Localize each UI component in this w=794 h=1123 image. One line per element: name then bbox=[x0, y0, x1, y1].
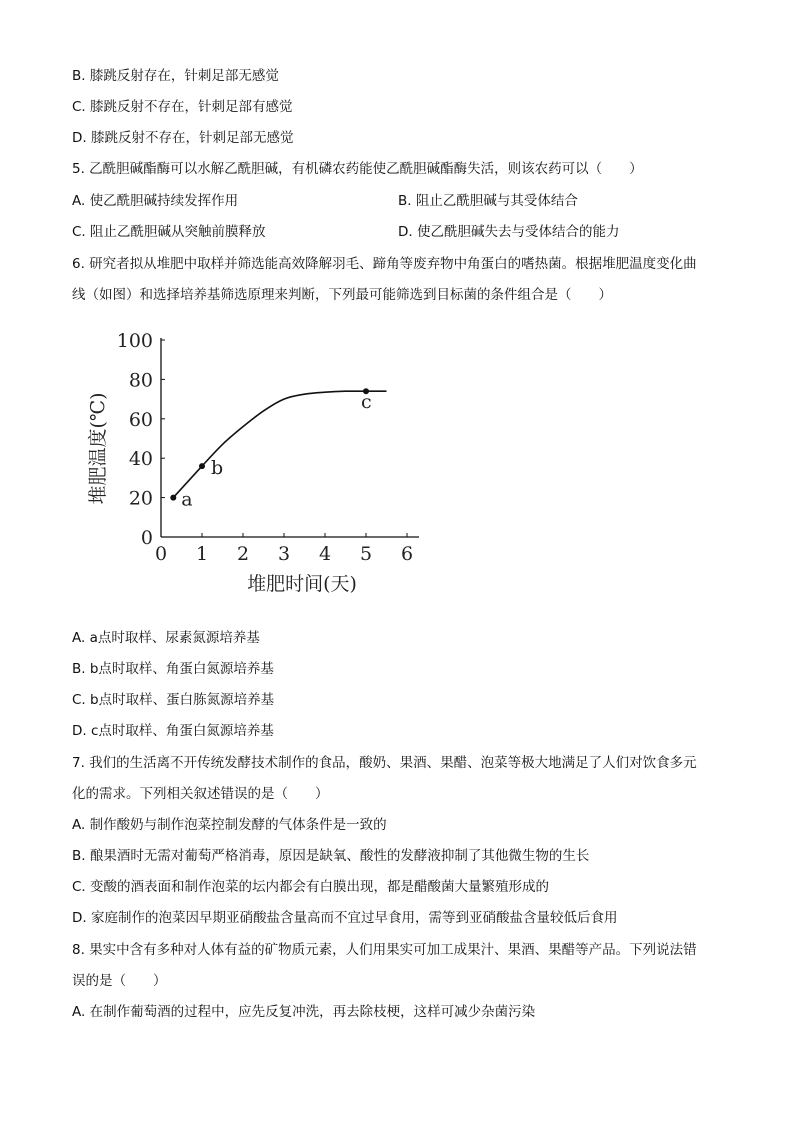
q7-option-c: C. 变酸的酒表面和制作泡菜的坛内都会有白膜出现，都是醋酸菌大量繁殖形成的 bbox=[72, 879, 550, 895]
line-q4-option-d: D. 膝跳反射不存在，针刺足部无感觉 bbox=[72, 130, 294, 146]
question-8-stem-line2: 误的是（ ） bbox=[72, 973, 167, 989]
x-tick-label: 6 bbox=[400, 543, 414, 565]
x-tick-label: 1 bbox=[195, 543, 209, 565]
x-tick-label: 3 bbox=[277, 543, 291, 565]
q7-option-d: D. 家庭制作的泡菜因早期亚硝酸盐含量高而不宜过早食用，需等到亚硝酸盐含量较低后食用 bbox=[72, 910, 618, 926]
y-tick-label: 40 bbox=[128, 448, 153, 471]
q5-option-c: C. 阻止乙酰胆碱从突触前膜释放 bbox=[72, 224, 266, 240]
q6-option-d: D. c点时取样、角蛋白氮源培养基 bbox=[72, 723, 274, 739]
x-axis-label: 堆肥时间(天) bbox=[247, 573, 357, 595]
question-6-stem-line2: 线（如图）和选择培养基筛选原理来判断，下列最可能筛选到目标菌的条件组合是（ ） bbox=[72, 287, 612, 303]
q6-option-a: A. a点时取样、尿素氮源培养基 bbox=[72, 630, 260, 646]
question-7-stem-line1: 7. 我们的生活离不开传统发酵技术制作的食品，酸奶、果酒、果醋、泡菜等极大地满足了人们对饮食多元 bbox=[72, 755, 697, 771]
y-tick-label: 60 bbox=[128, 408, 153, 431]
q6-option-b: B. b点时取样、角蛋白氮源培养基 bbox=[72, 661, 274, 677]
temperature-curve bbox=[173, 391, 386, 497]
q5-option-d: D. 使乙酰胆碱失去与受体结合的能力 bbox=[398, 224, 620, 240]
point-a bbox=[170, 495, 176, 501]
point-label-c: c bbox=[361, 391, 372, 414]
question-7-stem-line2: 化的需求。下列相关叙述错误的是（ ） bbox=[72, 786, 329, 802]
point-label-b: b bbox=[211, 457, 224, 480]
question-5-stem: 5. 乙酰胆碱酯酶可以水解乙酰胆碱，有机磷农药能使乙酰胆碱酯酶失活，则该农药可以（ ） bbox=[72, 161, 643, 177]
q7-option-b: B. 酿果酒时无需对葡萄严格消毒，原因是缺氧、酸性的发酵液抑制了其他微生物的生长 bbox=[72, 848, 590, 864]
line-q4-option-c: C. 膝跳反射不存在，针刺足部有感觉 bbox=[72, 99, 293, 115]
x-tick-label: 4 bbox=[318, 543, 332, 565]
y-tick-label: 100 bbox=[116, 330, 153, 352]
q5-option-b: B. 阻止乙酰胆碱与其受体结合 bbox=[398, 193, 578, 209]
q8-option-a: A. 在制作葡萄酒的过程中，应先反复冲洗，再去除枝梗，这样可减少杂菌污染 bbox=[72, 1004, 536, 1020]
y-tick-label: 0 bbox=[140, 527, 153, 549]
y-tick-label: 80 bbox=[128, 369, 153, 392]
x-tick-label: 2 bbox=[236, 543, 250, 565]
q5-option-a: A. 使乙酰胆碱持续发挥作用 bbox=[72, 193, 239, 209]
compost-temperature-chart bbox=[80, 326, 440, 606]
q7-option-a: A. 制作酸奶与制作泡菜控制发酵的气体条件是一致的 bbox=[72, 817, 387, 833]
y-tick-label: 20 bbox=[128, 487, 153, 510]
point-b bbox=[199, 463, 205, 469]
point-label-a: a bbox=[181, 488, 193, 511]
x-tick-label: 5 bbox=[359, 543, 373, 565]
line-q4-option-b: B. 膝跳反射存在，针刺足部无感觉 bbox=[72, 68, 279, 84]
question-6-stem-line1: 6. 研究者拟从堆肥中取样并筛选能高效降解羽毛、蹄角等废弃物中角蛋白的嗜热菌。根据堆肥温度变化曲 bbox=[72, 256, 697, 272]
x-tick-label: 0 bbox=[154, 543, 168, 565]
y-axis-label: 堆肥温度(℃) bbox=[87, 392, 109, 505]
chart-axes bbox=[161, 338, 419, 537]
question-8-stem-line1: 8. 果实中含有多种对人体有益的矿物质元素，人们用果实可加工成果汁、果酒、果醋等产品。下列说法错 bbox=[72, 942, 697, 958]
q6-option-c: C. b点时取样、蛋白胨氮源培养基 bbox=[72, 692, 275, 708]
